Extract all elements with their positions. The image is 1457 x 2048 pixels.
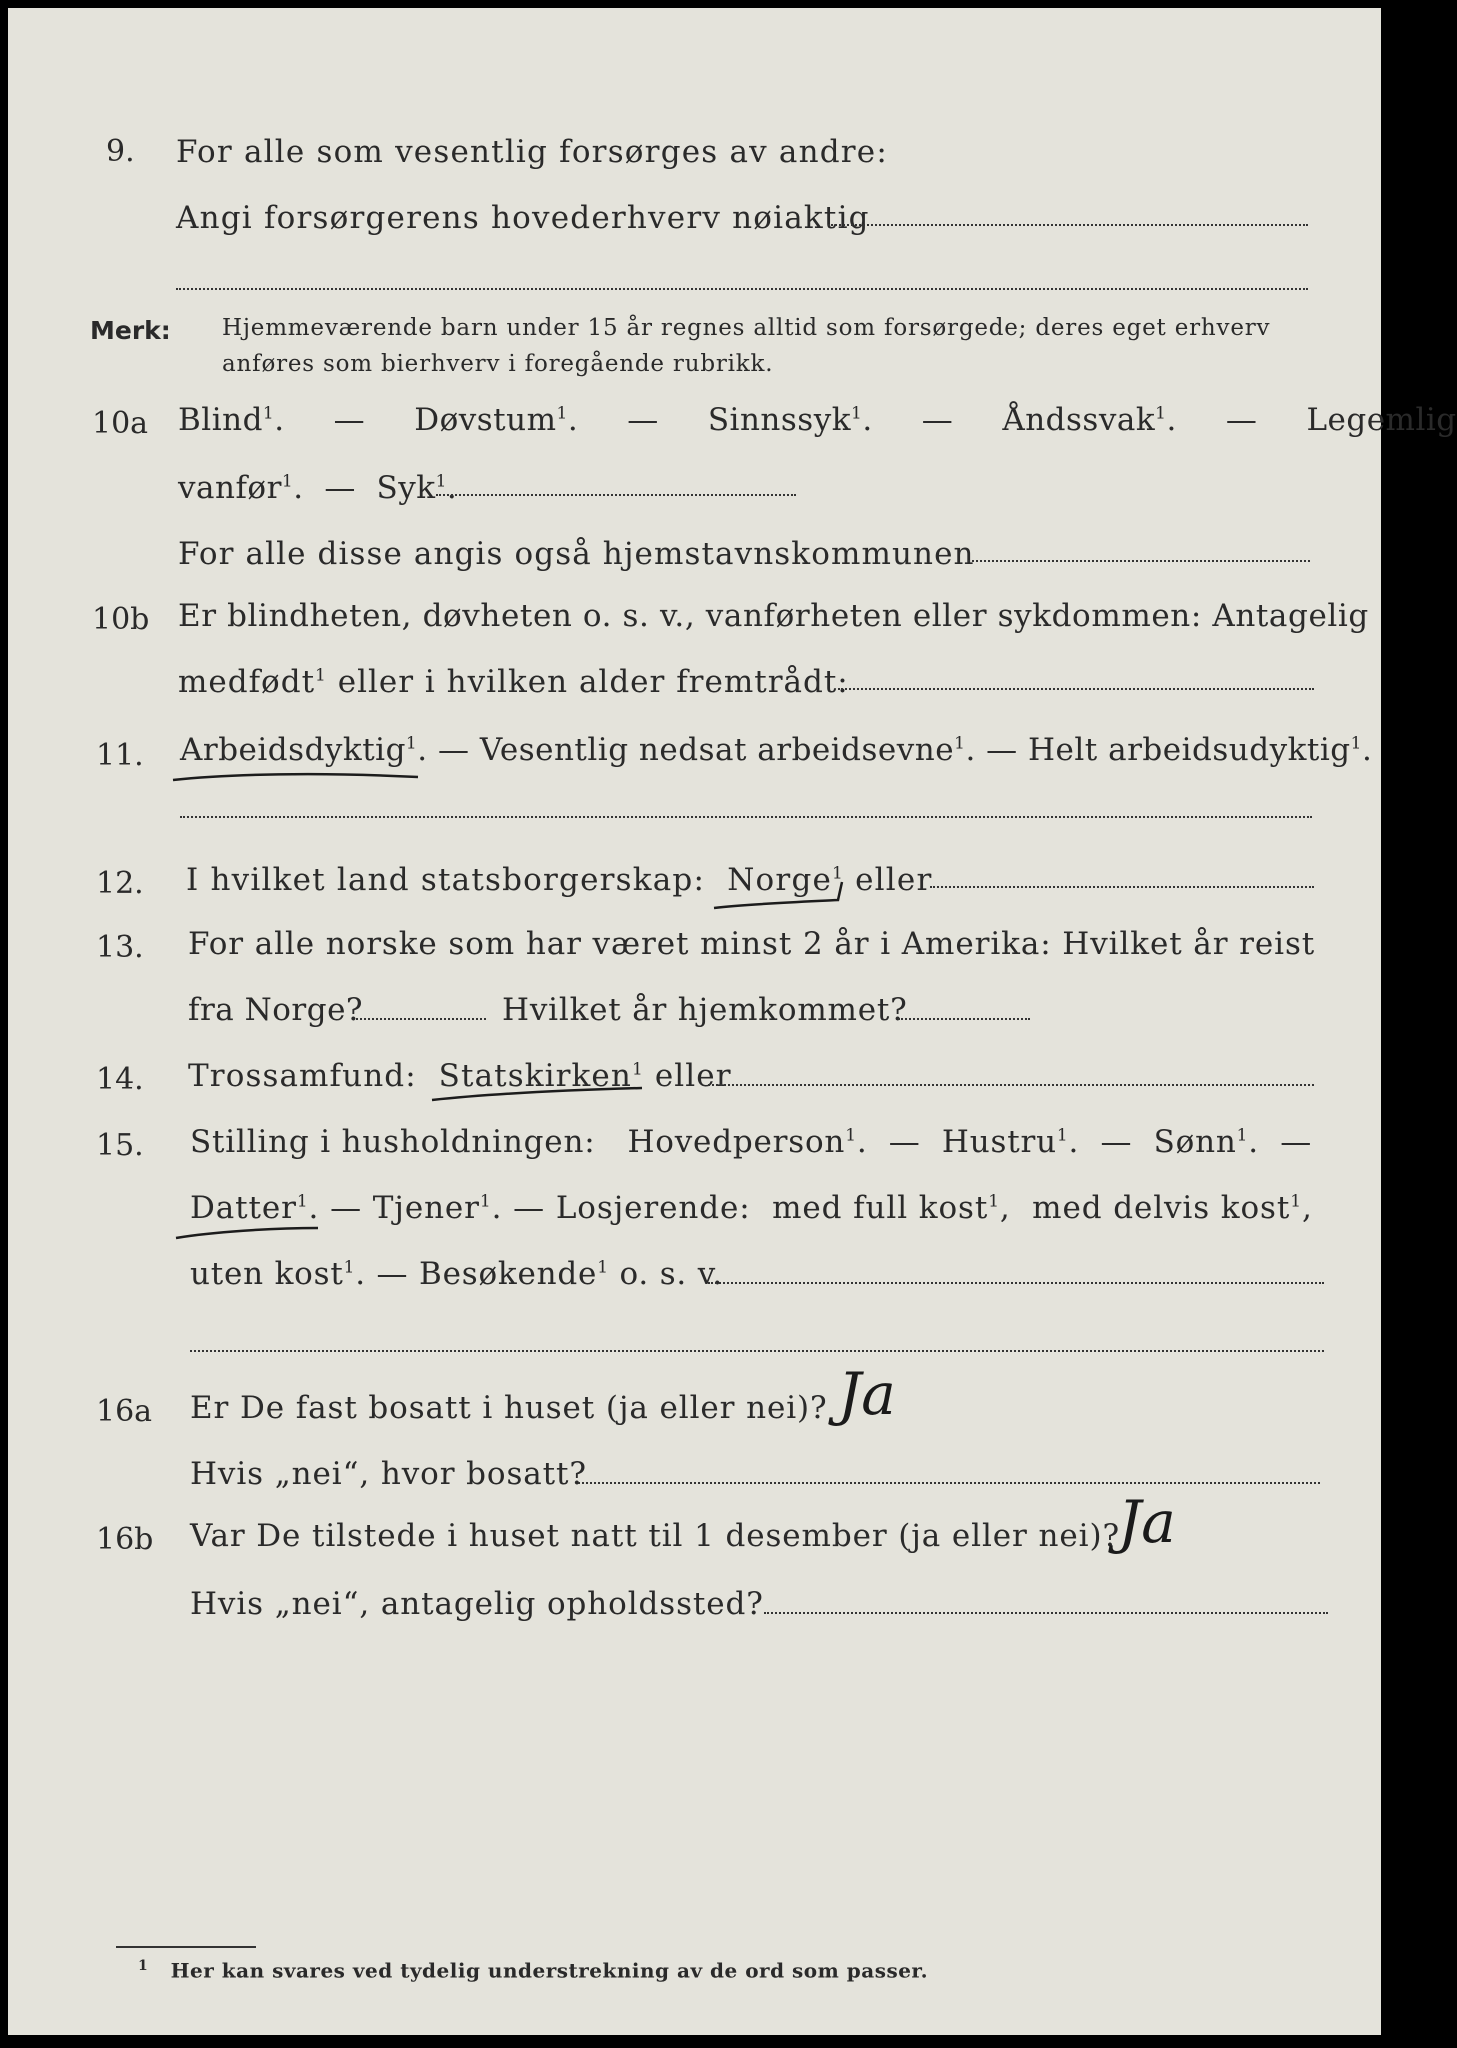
q16a-line2: Hvis „nei“, hvor bosatt? — [190, 1456, 587, 1492]
q13-reist-line — [356, 1018, 486, 1020]
q13-line1: For alle norske som har været minst 2 år i Amerika: Hvilket år reist — [188, 926, 1316, 962]
footnote-rule — [116, 1946, 256, 1948]
q16b-line1: Var De tilstede i huset natt til 1 desember (ja eller nei)? — [190, 1518, 1120, 1554]
q15-answer-line — [708, 1282, 1324, 1284]
q14-number: 14. — [96, 1062, 144, 1097]
q14-answer-line — [708, 1084, 1314, 1086]
q11-arbeidsdyktig: Arbeidsdyktig — [180, 732, 406, 768]
q9-line1: For alle som vesentlig forsørges av andre: — [176, 134, 888, 170]
footnote-mark: 1 — [138, 1958, 149, 1974]
q15-datter: Datter — [190, 1190, 297, 1226]
q15-number: 15. — [96, 1128, 144, 1163]
q12-answer-line — [930, 886, 1314, 888]
q11-handwritten-underline — [168, 768, 428, 788]
footnote-text: Her kan svares ved tydelig understrekning av de ord som passer. — [170, 1958, 929, 1983]
q10a-andssvak: Åndssvak — [1002, 402, 1156, 438]
q10a-line3: For alle disse angis også hjemstavnskommunen — [178, 536, 975, 572]
q16a-handwritten-answer: Ja — [838, 1360, 896, 1428]
merk-line1: Hjemmeværende barn under 15 år regnes alltid som forsørgede; deres eget erhverv — [222, 315, 1271, 341]
q12-number: 12. — [96, 866, 144, 901]
q16b-line2: Hvis „nei“, antagelig opholdssted? — [190, 1586, 764, 1622]
q14-statskirken: Statskirken — [438, 1058, 632, 1094]
q16a-line1: Er De fast bosatt i huset (ja eller nei)? — [190, 1390, 828, 1426]
census-form-page — [8, 8, 1457, 2035]
q15-line3: uten kost$^1$. — Besøkende$^1$ o. s. v. — [190, 1256, 724, 1292]
q13-fra-norge: fra Norge? — [188, 992, 364, 1028]
q10a-line1: Blind$^1$. — Døvstum$^1$. — Sinnssyk$^1$. — Åndssvak$^1$. — Legemlig — [178, 402, 1457, 438]
q9-answer-line — [828, 224, 1308, 226]
q10a-legemlig: Legemlig — [1306, 402, 1457, 438]
q10a-answer-line — [436, 494, 796, 496]
q16b-number: 16b — [96, 1522, 154, 1557]
q10b-line2: medfødt$^1$ eller i hvilken alder fremtrådt: — [178, 664, 849, 700]
q9-answer-line-2 — [176, 288, 1308, 290]
q16b-handwritten-answer: Ja — [1118, 1488, 1176, 1556]
merk-label: Merk: — [90, 316, 171, 345]
q10a-sinnssyk: Sinnssyk — [707, 402, 852, 438]
q9-number: 9. — [106, 134, 135, 169]
q11-number: 11. — [96, 738, 144, 773]
q14-handwritten-underline — [428, 1082, 648, 1106]
q10b-line1: Er blindheten, døvheten o. s. v., vanførheten eller sykdommen: Antagelig — [178, 598, 1369, 634]
q15-line1: Stilling i husholdningen: Hovedperson$^1$. — Hustru$^1$. — Sønn$^1$. — — [190, 1124, 1313, 1160]
q15-line2: Datter$^1$. — Tjener$^1$. — Losjerende: med full kost$^1$, med delvis kost$^1$, — [190, 1190, 1313, 1226]
q11-answer-line — [180, 816, 1312, 818]
q12-norge: Norge — [727, 862, 833, 898]
q12-line: I hvilket land statsborgerskap: Norge$^1$ eller — [186, 862, 933, 898]
q10a-syk: Syk — [376, 470, 436, 506]
q15-handwritten-underline — [172, 1218, 322, 1242]
q13-hjemkommet-line — [898, 1018, 1030, 1020]
q16a-answer-line — [578, 1482, 1320, 1484]
q10a-blind: Blind — [178, 402, 263, 438]
q16b-answer-line — [764, 1612, 1328, 1614]
q16a-number: 16a — [96, 1394, 153, 1429]
footnote — [138, 1958, 928, 1983]
q13-hjemkommet: Hvilket år hjemkommet? — [502, 992, 908, 1028]
merk-line2: anføres som bierhverv i foregående rubrikk. — [222, 351, 774, 377]
q14-line: Trossamfund: Statskirken$^1$ eller — [188, 1058, 732, 1094]
q10b-answer-line — [838, 688, 1314, 690]
q10a-line2: vanfør$^1$. — Syk$^1$. — [178, 470, 458, 506]
q11-line: Arbeidsdyktig$^1$. — Vesentlig nedsat arbeidsevne$^1$. — Helt arbeidsudyktig$^1$. — [180, 732, 1373, 768]
q10a-kommune-line — [968, 560, 1310, 562]
q10a-number: 10a — [92, 406, 149, 441]
q13-number: 13. — [96, 930, 144, 965]
q12-handwritten-underline — [708, 878, 848, 912]
q10a-dovstum: Døvstum — [414, 402, 557, 438]
q15-answer-line-2 — [190, 1350, 1324, 1352]
q10b-number: 10b — [92, 602, 150, 637]
q9-line2: Angi forsørgerens hovederhverv nøiaktig — [176, 200, 870, 236]
